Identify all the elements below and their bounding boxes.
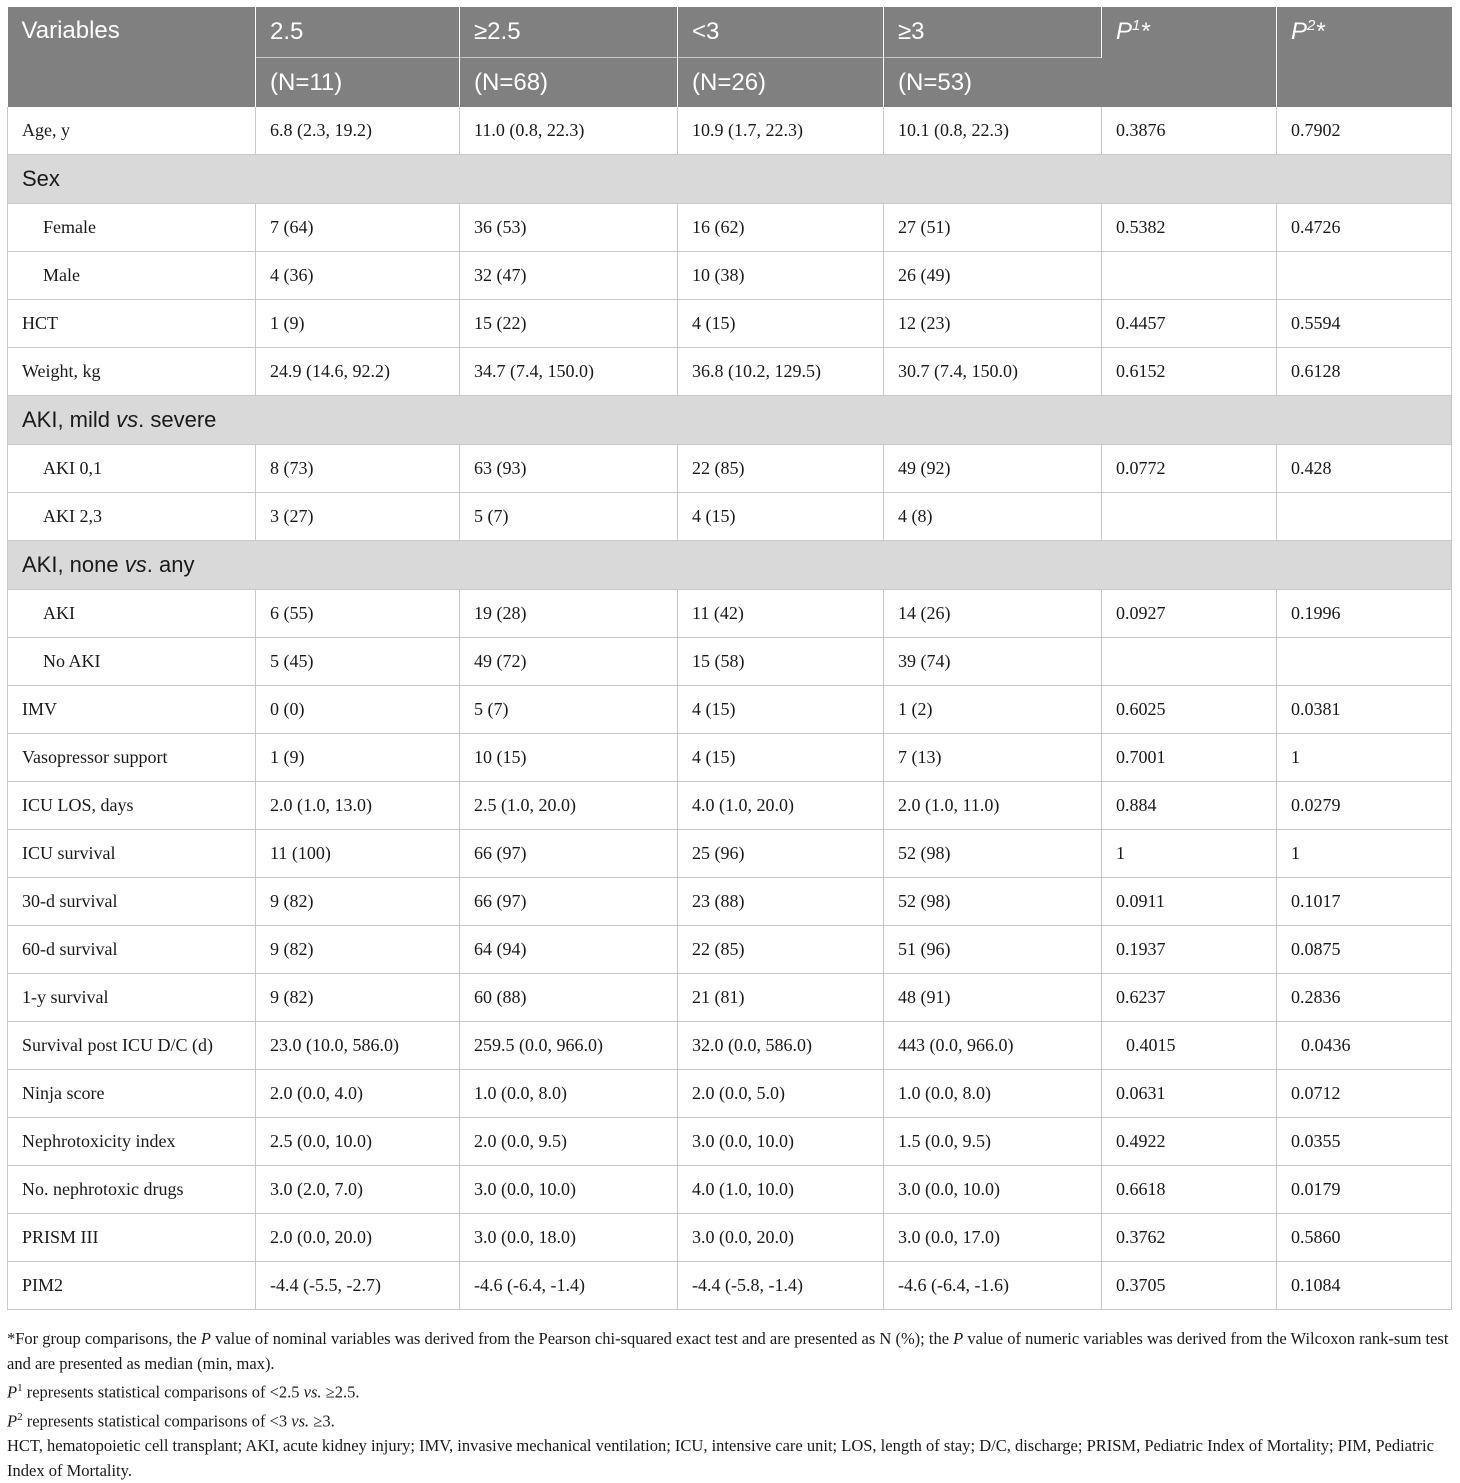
section-label-pre: AKI, mild	[22, 407, 117, 432]
header-col3-n: (N=26)	[678, 58, 884, 108]
table-row	[8, 782, 1452, 830]
value-cell: 14 (26)	[884, 590, 1102, 638]
footnote-p1-vs: vs.	[303, 1382, 322, 1402]
header-p1-star: *	[1140, 18, 1150, 45]
value-cell: 3.0 (0.0, 18.0)	[460, 1214, 678, 1262]
table-row	[8, 1022, 1452, 1070]
table-row	[8, 686, 1452, 734]
value-cell: 2.5 (0.0, 10.0)	[256, 1118, 460, 1166]
p-value-cell: 0.4015	[1102, 1022, 1277, 1070]
p-value-cell: 1	[1277, 734, 1452, 782]
section-row	[8, 155, 1452, 204]
value-cell: -4.4 (-5.8, -1.4)	[678, 1262, 884, 1310]
value-cell: 2.0 (0.0, 4.0)	[256, 1070, 460, 1118]
data-table	[7, 7, 1452, 1310]
p-value-cell	[1277, 252, 1452, 300]
table-row	[8, 252, 1452, 300]
row-label: Weight, kg	[8, 348, 256, 396]
p-value-cell: 0.1937	[1102, 926, 1277, 974]
value-cell: 49 (92)	[884, 445, 1102, 493]
p-value-cell: 0.3876	[1102, 107, 1277, 155]
row-label: IMV	[8, 686, 256, 734]
header-col1-n: (N=11)	[256, 58, 460, 108]
footnote-p1-text-a: represents statistical comparisons of <2.5	[22, 1382, 304, 1402]
table-row	[8, 445, 1452, 493]
p-value-cell: 0.0631	[1102, 1070, 1277, 1118]
p-value-cell: 0.1084	[1277, 1262, 1452, 1310]
value-cell: 51 (96)	[884, 926, 1102, 974]
footnote-p2-letter: P	[7, 1411, 18, 1430]
header-p1	[1102, 7, 1277, 107]
p-value-cell: 0.0712	[1277, 1070, 1452, 1118]
section-label-vs: vs	[124, 552, 147, 577]
value-cell: 7 (64)	[256, 204, 460, 252]
value-cell: 16 (62)	[678, 204, 884, 252]
table-row	[8, 878, 1452, 926]
section-label-post: . any	[146, 552, 195, 577]
p-value-cell: 0.5382	[1102, 204, 1277, 252]
footnote-p2-text-a: represents statistical comparisons of <3	[22, 1411, 292, 1430]
value-cell: 63 (93)	[460, 445, 678, 493]
table-row	[8, 638, 1452, 686]
value-cell: 4.0 (1.0, 10.0)	[678, 1166, 884, 1214]
footnotes	[7, 1326, 1453, 1483]
value-cell: 21 (81)	[678, 974, 884, 1022]
row-label: Male	[8, 252, 256, 300]
footnote-p2-text-b: ≥3.	[309, 1411, 335, 1430]
footnote-star-p: P	[200, 1329, 211, 1348]
header-p2-letter: P	[1291, 18, 1308, 45]
table-row	[8, 734, 1452, 782]
value-cell: 4.0 (1.0, 20.0)	[678, 782, 884, 830]
table-row	[8, 204, 1452, 252]
value-cell: 3.0 (0.0, 20.0)	[678, 1214, 884, 1262]
p-value-cell	[1277, 638, 1452, 686]
section-label	[8, 396, 1452, 445]
value-cell: 2.5 (1.0, 20.0)	[460, 782, 678, 830]
value-cell: 2.0 (1.0, 13.0)	[256, 782, 460, 830]
table-row	[8, 1070, 1452, 1118]
value-cell: 5 (7)	[460, 493, 678, 541]
footnote-star	[7, 1326, 1453, 1376]
row-label: PRISM III	[8, 1214, 256, 1262]
value-cell: 15 (58)	[678, 638, 884, 686]
table-row	[8, 590, 1452, 638]
value-cell: 11 (42)	[678, 590, 884, 638]
row-label: No. nephrotoxic drugs	[8, 1166, 256, 1214]
value-cell: 10 (15)	[460, 734, 678, 782]
row-label: PIM2	[8, 1262, 256, 1310]
p-value-cell: 0.0875	[1277, 926, 1452, 974]
value-cell: 24.9 (14.6, 92.2)	[256, 348, 460, 396]
value-cell: 52 (98)	[884, 830, 1102, 878]
p-value-cell: 0.1017	[1277, 878, 1452, 926]
value-cell: 10 (38)	[678, 252, 884, 300]
value-cell: -4.4 (-5.5, -2.7)	[256, 1262, 460, 1310]
table-row	[8, 348, 1452, 396]
value-cell: 2.0 (0.0, 9.5)	[460, 1118, 678, 1166]
section-label-vs: vs	[116, 407, 139, 432]
value-cell: 4 (8)	[884, 493, 1102, 541]
value-cell: 6.8 (2.3, 19.2)	[256, 107, 460, 155]
value-cell: 1.0 (0.0, 8.0)	[460, 1070, 678, 1118]
value-cell: 5 (7)	[460, 686, 678, 734]
section-label: Sex	[8, 155, 1452, 204]
row-label: Vasopressor support	[8, 734, 256, 782]
value-cell: 2.0 (1.0, 11.0)	[884, 782, 1102, 830]
value-cell: 1 (9)	[256, 734, 460, 782]
row-label: Ninja score	[8, 1070, 256, 1118]
p-value-cell: 0.6128	[1277, 348, 1452, 396]
footnote-star-text-a: *For group comparisons, the	[7, 1329, 201, 1348]
row-label: Female	[8, 204, 256, 252]
header-col2-n: (N=68)	[460, 58, 678, 108]
value-cell: -4.6 (-6.4, -1.4)	[460, 1262, 678, 1310]
header-row-1	[8, 7, 1452, 58]
p-value-cell: 1	[1102, 830, 1277, 878]
table-row	[8, 830, 1452, 878]
value-cell: 7 (13)	[884, 734, 1102, 782]
footnote-p2-vs: vs.	[291, 1411, 310, 1430]
footnote-star-text-b: value of nominal variables was derived from the Pearson chi-squared exact test and are presented as N (%); the	[210, 1329, 954, 1348]
value-cell: 1 (9)	[256, 300, 460, 348]
footnote-p2	[7, 1405, 1453, 1434]
p-value-cell	[1102, 493, 1277, 541]
p-value-cell: 0.6237	[1102, 974, 1277, 1022]
p-value-cell: 0.5594	[1277, 300, 1452, 348]
header-p2	[1277, 7, 1452, 107]
row-label: 60-d survival	[8, 926, 256, 974]
value-cell: 34.7 (7.4, 150.0)	[460, 348, 678, 396]
p-value-cell: 0.4457	[1102, 300, 1277, 348]
value-cell: -4.6 (-6.4, -1.6)	[884, 1262, 1102, 1310]
p-value-cell: 0.0381	[1277, 686, 1452, 734]
header-col2-label: ≥2.5	[460, 7, 678, 58]
value-cell: 1.5 (0.0, 9.5)	[884, 1118, 1102, 1166]
value-cell: 23.0 (10.0, 586.0)	[256, 1022, 460, 1070]
table-body	[8, 107, 1452, 1310]
header-p1-sup: 1	[1132, 17, 1141, 34]
value-cell: 2.0 (0.0, 20.0)	[256, 1214, 460, 1262]
row-label: ICU survival	[8, 830, 256, 878]
header-col4-n: (N=53)	[884, 58, 1102, 108]
header-variables: Variables	[8, 7, 256, 107]
p-value-cell: 0.0436	[1277, 1022, 1452, 1070]
p-value-cell: 0.0279	[1277, 782, 1452, 830]
p-value-cell: 0.6025	[1102, 686, 1277, 734]
value-cell: 1 (2)	[884, 686, 1102, 734]
value-cell: 26 (49)	[884, 252, 1102, 300]
row-label: Survival post ICU D/C (d)	[8, 1022, 256, 1070]
value-cell: 60 (88)	[460, 974, 678, 1022]
p-value-cell	[1102, 252, 1277, 300]
row-label: Age, y	[8, 107, 256, 155]
table-row	[8, 1262, 1452, 1310]
value-cell: 48 (91)	[884, 974, 1102, 1022]
value-cell: 5 (45)	[256, 638, 460, 686]
p-value-cell: 0.6618	[1102, 1166, 1277, 1214]
section-row	[8, 396, 1452, 445]
table-row	[8, 493, 1452, 541]
p-value-cell: 0.884	[1102, 782, 1277, 830]
p-value-cell: 0.0179	[1277, 1166, 1452, 1214]
value-cell: 27 (51)	[884, 204, 1102, 252]
value-cell: 64 (94)	[460, 926, 678, 974]
value-cell: 4 (15)	[678, 686, 884, 734]
value-cell: 3.0 (0.0, 10.0)	[678, 1118, 884, 1166]
value-cell: 4 (15)	[678, 734, 884, 782]
row-label: 30-d survival	[8, 878, 256, 926]
row-label: AKI 2,3	[8, 493, 256, 541]
header-p1-letter: P	[1116, 18, 1133, 45]
row-label: AKI	[8, 590, 256, 638]
row-label: No AKI	[8, 638, 256, 686]
row-label: 1-y survival	[8, 974, 256, 1022]
table-row	[8, 107, 1452, 155]
footnote-p1	[7, 1376, 1453, 1405]
header-col4-label: ≥3	[884, 7, 1102, 58]
p-value-cell: 0.6152	[1102, 348, 1277, 396]
section-label-post: . severe	[138, 407, 217, 432]
value-cell: 4 (15)	[678, 300, 884, 348]
section-label-pre: AKI, none	[22, 552, 125, 577]
value-cell: 23 (88)	[678, 878, 884, 926]
table-row	[8, 1214, 1452, 1262]
value-cell: 3.0 (0.0, 10.0)	[460, 1166, 678, 1214]
p-value-cell: 0.4726	[1277, 204, 1452, 252]
value-cell: 32 (47)	[460, 252, 678, 300]
value-cell: 36.8 (10.2, 129.5)	[678, 348, 884, 396]
table-row	[8, 1118, 1452, 1166]
footnote-p1-sup: 1	[17, 1382, 23, 1394]
value-cell: 32.0 (0.0, 586.0)	[678, 1022, 884, 1070]
value-cell: 25 (96)	[678, 830, 884, 878]
p-value-cell: 0.3762	[1102, 1214, 1277, 1262]
value-cell: 4 (36)	[256, 252, 460, 300]
value-cell: 49 (72)	[460, 638, 678, 686]
value-cell: 3 (27)	[256, 493, 460, 541]
table-row	[8, 974, 1452, 1022]
p-value-cell: 0.2836	[1277, 974, 1452, 1022]
value-cell: 36 (53)	[460, 204, 678, 252]
value-cell: 2.0 (0.0, 5.0)	[678, 1070, 884, 1118]
p-value-cell: 0.428	[1277, 445, 1452, 493]
section-label	[8, 541, 1452, 590]
value-cell: 19 (28)	[460, 590, 678, 638]
footnote-star-p2: P	[953, 1329, 964, 1348]
value-cell: 39 (74)	[884, 638, 1102, 686]
footnote-abbreviations: HCT, hematopoietic cell transplant; AKI, acute kidney injury; IMV, invasive mechanical ventilation; ICU, intensive care unit; LOS, length of stay; D/C, discharge; PRISM, Pediatric Index of Mortality; PIM, Pediatric Index of Mortality.	[7, 1436, 1434, 1480]
table-container	[7, 7, 1451, 1310]
p-value-cell	[1277, 493, 1452, 541]
value-cell: 9 (82)	[256, 926, 460, 974]
p-value-cell: 0.0772	[1102, 445, 1277, 493]
p-value-cell: 0.7001	[1102, 734, 1277, 782]
value-cell: 4 (15)	[678, 493, 884, 541]
p-value-cell: 0.5860	[1277, 1214, 1452, 1262]
value-cell: 66 (97)	[460, 878, 678, 926]
value-cell: 30.7 (7.4, 150.0)	[884, 348, 1102, 396]
value-cell: 52 (98)	[884, 878, 1102, 926]
header-col1-label: 2.5	[256, 7, 460, 58]
value-cell: 0 (0)	[256, 686, 460, 734]
row-label: AKI 0,1	[8, 445, 256, 493]
value-cell: 9 (82)	[256, 878, 460, 926]
table-row	[8, 926, 1452, 974]
value-cell: 3.0 (0.0, 17.0)	[884, 1214, 1102, 1262]
value-cell: 3.0 (2.0, 7.0)	[256, 1166, 460, 1214]
row-label: Nephrotoxicity index	[8, 1118, 256, 1166]
value-cell: 15 (22)	[460, 300, 678, 348]
value-cell: 66 (97)	[460, 830, 678, 878]
row-label: HCT	[8, 300, 256, 348]
value-cell: 11.0 (0.8, 22.3)	[460, 107, 678, 155]
p-value-cell: 0.3705	[1102, 1262, 1277, 1310]
value-cell: 3.0 (0.0, 10.0)	[884, 1166, 1102, 1214]
p-value-cell: 0.0355	[1277, 1118, 1452, 1166]
table-row	[8, 300, 1452, 348]
header-col3-label: <3	[678, 7, 884, 58]
row-label: ICU LOS, days	[8, 782, 256, 830]
p-value-cell: 0.1996	[1277, 590, 1452, 638]
section-row	[8, 541, 1452, 590]
value-cell: 22 (85)	[678, 926, 884, 974]
p-value-cell: 0.4922	[1102, 1118, 1277, 1166]
p-value-cell: 0.7902	[1277, 107, 1452, 155]
value-cell: 6 (55)	[256, 590, 460, 638]
value-cell: 10.1 (0.8, 22.3)	[884, 107, 1102, 155]
p-value-cell	[1102, 638, 1277, 686]
footnote-p2-sup: 2	[17, 1410, 23, 1423]
footnote-star-text-c: value of numeric variables was derived from the Wilcoxon rank-sum test and are presented as median (min, max).	[7, 1329, 1449, 1373]
value-cell: 443 (0.0, 966.0)	[884, 1022, 1102, 1070]
p-value-cell: 1	[1277, 830, 1452, 878]
value-cell: 11 (100)	[256, 830, 460, 878]
value-cell: 22 (85)	[678, 445, 884, 493]
value-cell: 1.0 (0.0, 8.0)	[884, 1070, 1102, 1118]
value-cell: 10.9 (1.7, 22.3)	[678, 107, 884, 155]
table-row	[8, 1166, 1452, 1214]
header-p2-sup: 2	[1307, 17, 1316, 34]
value-cell: 8 (73)	[256, 445, 460, 493]
footnote-p1-letter: P	[7, 1382, 18, 1402]
header-p2-star: *	[1315, 18, 1325, 45]
p-value-cell: 0.0927	[1102, 590, 1277, 638]
p-value-cell: 0.0911	[1102, 878, 1277, 926]
value-cell: 12 (23)	[884, 300, 1102, 348]
value-cell: 9 (82)	[256, 974, 460, 1022]
footnote-p1-text-b: ≥2.5.	[321, 1382, 360, 1402]
value-cell: 259.5 (0.0, 966.0)	[460, 1022, 678, 1070]
